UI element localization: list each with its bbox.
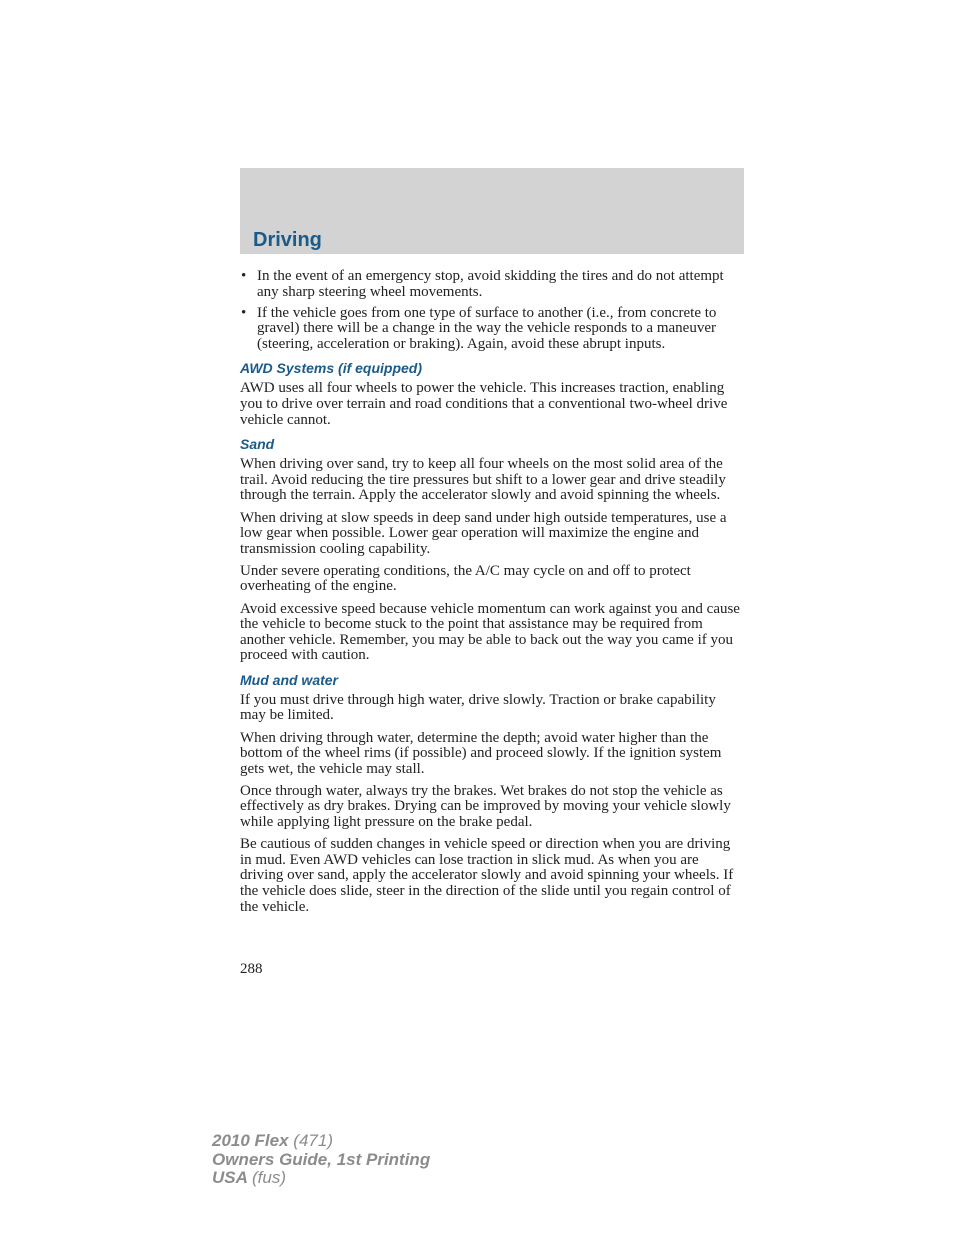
awd-paragraph: AWD uses all four wheels to power the vehicle. This increases traction, enabling you to drive over terrain and road conditions that a conventional two-wheel drive vehicle cannot. xyxy=(240,380,728,428)
section-title: Driving xyxy=(253,229,322,251)
footer-model: 2010 Flex xyxy=(212,1131,289,1150)
mud-paragraph: When driving through water, determine the depth; avoid water higher than the bottom of the wheel rims (if possible) and proceed slowly. If the ignition system gets wet, the vehicle may stall. xyxy=(240,729,722,777)
footer-line-model xyxy=(212,1132,430,1151)
mud-heading: Mud and water xyxy=(240,671,339,688)
footer-market-code: (fus) xyxy=(252,1168,286,1187)
footer-market: USA xyxy=(212,1168,248,1187)
print-footer xyxy=(212,1132,430,1188)
bullet-item xyxy=(240,306,745,353)
page-content xyxy=(240,269,745,922)
awd-heading: AWD Systems (if equipped) xyxy=(240,360,423,377)
mud-paragraph: Once through water, always try the brakes. Wet brakes do not stop the vehicle as effectively as dry brakes. Drying can be improved by moving your vehicle slowly while applying light pressure on the brake pedal. xyxy=(240,782,731,831)
bullet-icon: • xyxy=(241,304,247,321)
sand-paragraph: When driving over sand, try to keep all four wheels on the most solid area of the trail. Avoid reducing the tire pressures but shift to a lower gear and drive steadily through the terrain. Apply the accelerator slowly and avoid spinning the wheels. xyxy=(240,456,726,504)
bullet-text: In the event of an emergency stop, avoid skidding the tires and do not attempt any sharp steering wheel movements. xyxy=(257,268,724,300)
mud-paragraph: If you must drive through high water, drive slowly. Traction or brake capability may be limited. xyxy=(240,691,716,724)
bullet-list xyxy=(240,269,745,352)
mud-paragraph: Be cautious of sudden changes in vehicle speed or direction when you are driving in mud. Even AWD vehicles can lose traction in slick mud. As when you are driving over sand, apply the accelerator slowly and avoid spinning your wheels. If the vehicle does slide, steer in the direction of the slide until you regain control of the vehicle. xyxy=(240,836,734,915)
sand-paragraph: Under severe operating conditions, the A/C may cycle on and off to protect overheating of the engine. xyxy=(240,562,691,595)
section-header-band xyxy=(240,168,744,254)
bullet-item xyxy=(240,269,745,300)
footer-line-edition: Owners Guide, 1st Printing xyxy=(212,1149,431,1169)
footer-line-market xyxy=(212,1169,430,1188)
bullet-text: If the vehicle goes from one type of surface to another (i.e., from concrete to gravel) there will be a change in the way the vehicle responds to a maneuver (steering, acceleration or braking). Again, avoid these abrupt inputs. xyxy=(257,304,717,352)
bullet-icon: • xyxy=(241,268,247,284)
sand-paragraph: When driving at slow speeds in deep sand under high outside temperatures, use a low gear when possible. Lower gear operation will maximize the engine and transmission cooling capability. xyxy=(240,509,727,557)
page-number: 288 xyxy=(240,961,263,977)
sand-paragraph: Avoid excessive speed because vehicle momentum can work against you and cause the vehicle to become stuck to the point that assistance may be required from another vehicle. Remember, you may be able to back out the way you came if you proceed with caution. xyxy=(240,600,740,664)
sand-heading: Sand xyxy=(240,436,275,453)
footer-model-code: (471) xyxy=(293,1131,333,1150)
